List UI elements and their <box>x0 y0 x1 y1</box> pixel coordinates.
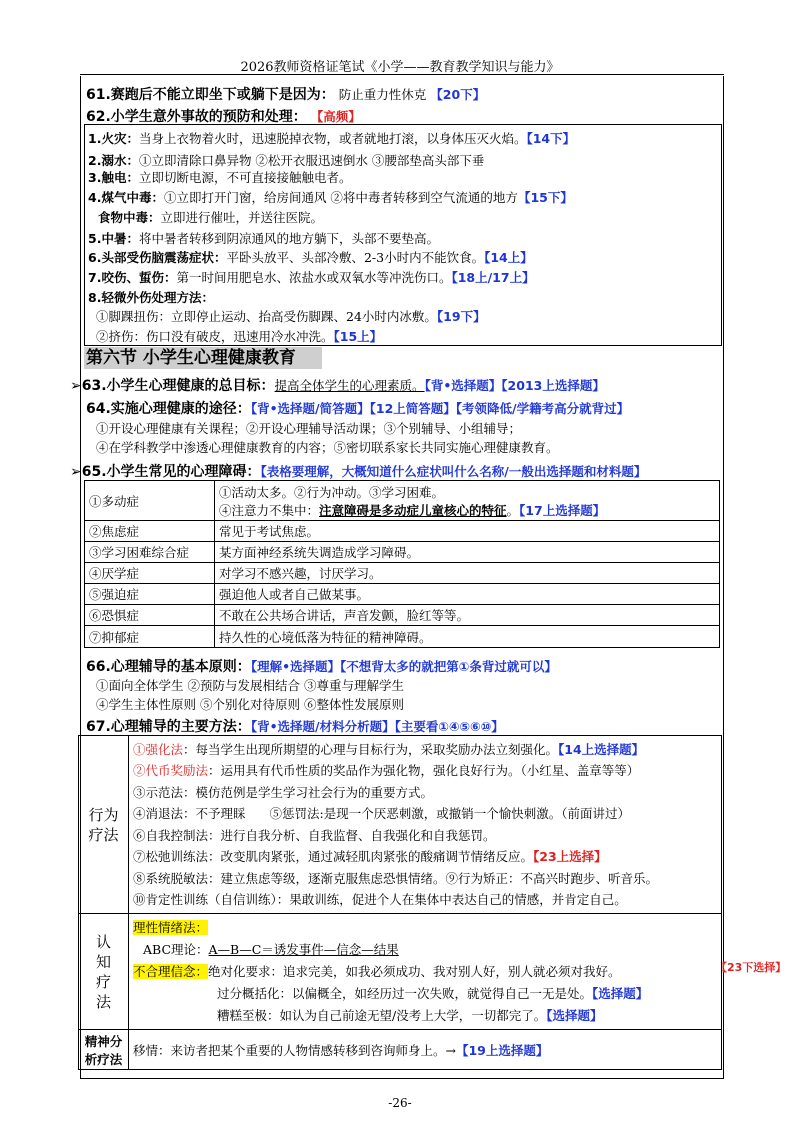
disorder-name: ①多动症 <box>85 481 215 521</box>
method-table <box>78 735 722 1070</box>
psycho-label: 精神分析疗法 <box>79 1030 129 1070</box>
method-item: ①强化法：每当学生出现所期望的心理与目标行为，采取奖励办法立刻强化。【14上选择题】 <box>133 741 645 757</box>
method-item: ⑧系统脱敏法：建立焦虑等级，逐渐克服焦虑恐惧情绪。⑨行为矫正：不高兴时跑步、听音乐。 <box>133 870 659 886</box>
disorder-name: ②焦虑症 <box>85 521 215 542</box>
q62-item: ①脚踝扭伤：立即停止运动、抬高受伤脚踝、24小时内冰敷。【19下】 <box>96 309 486 324</box>
q63-arrow: ➢ <box>70 378 82 394</box>
behavior-methods <box>129 736 722 914</box>
q63 <box>70 375 605 395</box>
q63-body: 提高全体学生的心理素质。 <box>274 378 425 393</box>
q61-title: 61.赛跑后不能立即坐下或躺下是因为： <box>86 87 335 103</box>
disorder-desc: 对学习不感兴趣，讨厌学习。 <box>215 563 720 584</box>
header-rule <box>80 74 724 75</box>
q66-line: ④学生主体性原则 ⑤个别化对待原则 ⑥整体性发展原则 <box>96 697 404 712</box>
q64 <box>86 398 629 418</box>
q62-title: 62.小学生意外事故的预防和处理： <box>86 109 307 125</box>
q65-tags: 【表格要理解，大概知道什么症状叫什么名称/一般出选择题和材料题】 <box>260 464 647 479</box>
disorder-desc: 强迫他人或者自己做某事。 <box>215 584 720 605</box>
page-header: 2026教师资格证笔试《小学——教育教学知识与能力》 <box>240 60 560 75</box>
disorder-desc: 持久性的心境低落为特征的精神障碍。 <box>215 626 720 648</box>
q61-tag: 【20下】 <box>430 87 486 102</box>
section-title: 第六节 小学生心理健康教育 <box>84 347 322 369</box>
disorder-name: ⑥恐惧症 <box>85 605 215 626</box>
q64-line: ①开设心理健康有关课程；②开设心理辅导活动课；③个别辅导、小组辅导； <box>96 421 522 436</box>
table-row <box>85 626 720 648</box>
method-item: ⑦松弛训练法：改变肌肉紧张，通过减轻肌肉紧张的酸痛调节情绪反应。【23上选择】 <box>133 849 607 864</box>
method-item: ②代币奖励法：运用具有代币性质的奖品作为强化物，强化良好行为。（小红星、盖章等等） <box>133 763 640 778</box>
q62-item: 5.中暑：将中暑者转移到阴凉通风的地方躺下，头部不要垫高。 <box>88 231 439 246</box>
q66-line: ①面向全体学生 ②预防与发展相结合 ③尊重与理解学生 <box>96 678 404 693</box>
table-row <box>85 584 720 605</box>
q62-item: 7.咬伤、蜇伤：第一时间用肥皂水、浓盐水或双氧水等冲洗伤口。【18上/17上】 <box>88 270 535 285</box>
disorder-desc: 某方面神经系统失调造成学习障碍。 <box>215 542 720 563</box>
method-item: ⑥自我控制法：进行自我分析、自我监督、自我强化和自我惩罚。 <box>133 827 496 843</box>
disorder-name: ⑤强迫症 <box>85 584 215 605</box>
q61-body: 防止重力性休克 <box>338 87 427 102</box>
table-row <box>79 736 722 914</box>
q64-tags: 【背•选择题/简答题】【12上简答题】【考领降低/学籍考高分就背过】 <box>250 401 630 416</box>
q63-title: 63.小学生心理健康的总目标： <box>81 378 275 394</box>
q62-tag: 【高频】 <box>310 109 361 124</box>
q65-arrow: ➢ <box>70 464 82 480</box>
q65 <box>70 461 646 481</box>
cognitive-label: 认知疗法 <box>79 914 129 1030</box>
behavior-label: 行为疗法 <box>79 736 129 914</box>
q61 <box>86 84 485 104</box>
q66-title: 66.心理辅导的基本原则： <box>86 659 251 675</box>
rational-title: 理性情绪法： <box>133 919 209 935</box>
q67-title: 67.心理辅导的主要方法： <box>86 719 251 735</box>
table-row <box>85 481 720 521</box>
disorder-name: ④厌学症 <box>85 563 215 584</box>
q67 <box>86 716 504 736</box>
disorder-desc: 不敢在公共场合讲话，声音发颤，脸红等等。 <box>215 605 720 626</box>
q64-line: ④在学科教学中渗透心理健康教育的内容；⑤密切联系家长共同实施心理健康教育。 <box>96 440 559 455</box>
q62-item: 3.触电：立即切断电源，不可直接接触触电者。 <box>88 170 352 185</box>
q64-title: 64.实施心理健康的途径： <box>86 401 251 417</box>
method-item: ③示范法：模仿范例是学生学习社会行为的重要方式。 <box>133 784 434 800</box>
disorder-desc: 常见于考试焦虑。 <box>215 521 720 542</box>
disorder-name: ⑦抑郁症 <box>85 626 215 648</box>
disorder-desc: ①活动太多。②行为冲动。③学习困难。 ④注意力不集中：注意障碍是多动症儿童核心的特征。【17上选择题】 <box>215 481 720 521</box>
table-row <box>79 914 722 1030</box>
side-tag: 【23下选择】 <box>716 961 787 974</box>
q67-tags: 【背•选择题/材料分析题】【主要看①④⑤⑥⑩】 <box>250 719 504 734</box>
disorder-table <box>84 480 720 648</box>
irrational-label: 不合理信念： <box>133 963 209 979</box>
q62-item: 4.煤气中毒：①立即打开门窗，给房间通风 ②将中毒者转移到空气流通的地方【15下】 <box>88 190 573 205</box>
q62-item: ②挤伤：伤口没有破皮，迅速用冷水冲洗。【15上】 <box>96 329 383 344</box>
table-row <box>85 605 720 626</box>
table-row <box>85 542 720 563</box>
q62-item: 6.头部受伤脑震荡症状：平卧头放平、头部冷敷、2-3小时内不能饮食。【14上】 <box>88 250 533 265</box>
page-number: -26- <box>388 1096 412 1110</box>
table-row <box>85 521 720 542</box>
q63-tags: 【背•选择题】【2013上选择题】 <box>424 378 605 393</box>
psycho-method: 移情：来访者把某个重要的人物情感转移到咨询师身上。→【19上选择题】 <box>129 1030 722 1070</box>
q62-item: 8.轻微外伤处理方法： <box>88 290 214 305</box>
q62-heading <box>86 106 361 126</box>
cognitive-methods: 理性情绪法： ABC理论：A—B—C＝诱发事件—信念—结果 不合理信念：绝对化要求：追求完美，如我必须成功、我对别人好，别人就必须对我好。 过分概括化：以偏概全，如经历过一次失败，就觉得自己一无是处。【选择题】 糟糕至极：如认为自己前途无望/没考上大学，一切都完了。【选择题】 <box>129 914 722 1030</box>
method-item: ⑩肯定性训练（自信训练）：果敢训练，促进个人在集体中表达自己的情感，并肯定自己。 <box>133 892 627 907</box>
method-item: ④消退法：不予理睬 ⑤惩罚法:是现一个厌恶刺激，或撤销一个愉快刺激。（前面讲过） <box>133 806 630 821</box>
q65-title: 65.小学生常见的心理障碍： <box>81 464 261 480</box>
q66-tags: 【理解•选择题】【不想背太多的就把第①条背过就可以】 <box>250 659 557 674</box>
q62-item: 食物中毒：立即进行催吐，并送往医院。 <box>98 210 324 225</box>
q62-item: 2.溺水：①立即清除口鼻异物 ②松开衣服迅速倒水 ③腰部垫高头部下垂 <box>88 153 485 168</box>
table-row <box>79 1030 722 1070</box>
q66 <box>86 656 557 676</box>
disorder-name: ③学习困难综合症 <box>85 542 215 563</box>
q62-item: 1.火灾：当身上衣物着火时，迅速脱掉衣物，或者就地打滚，以身体压灭火焰。【14下】 <box>88 131 576 146</box>
table-row <box>85 563 720 584</box>
